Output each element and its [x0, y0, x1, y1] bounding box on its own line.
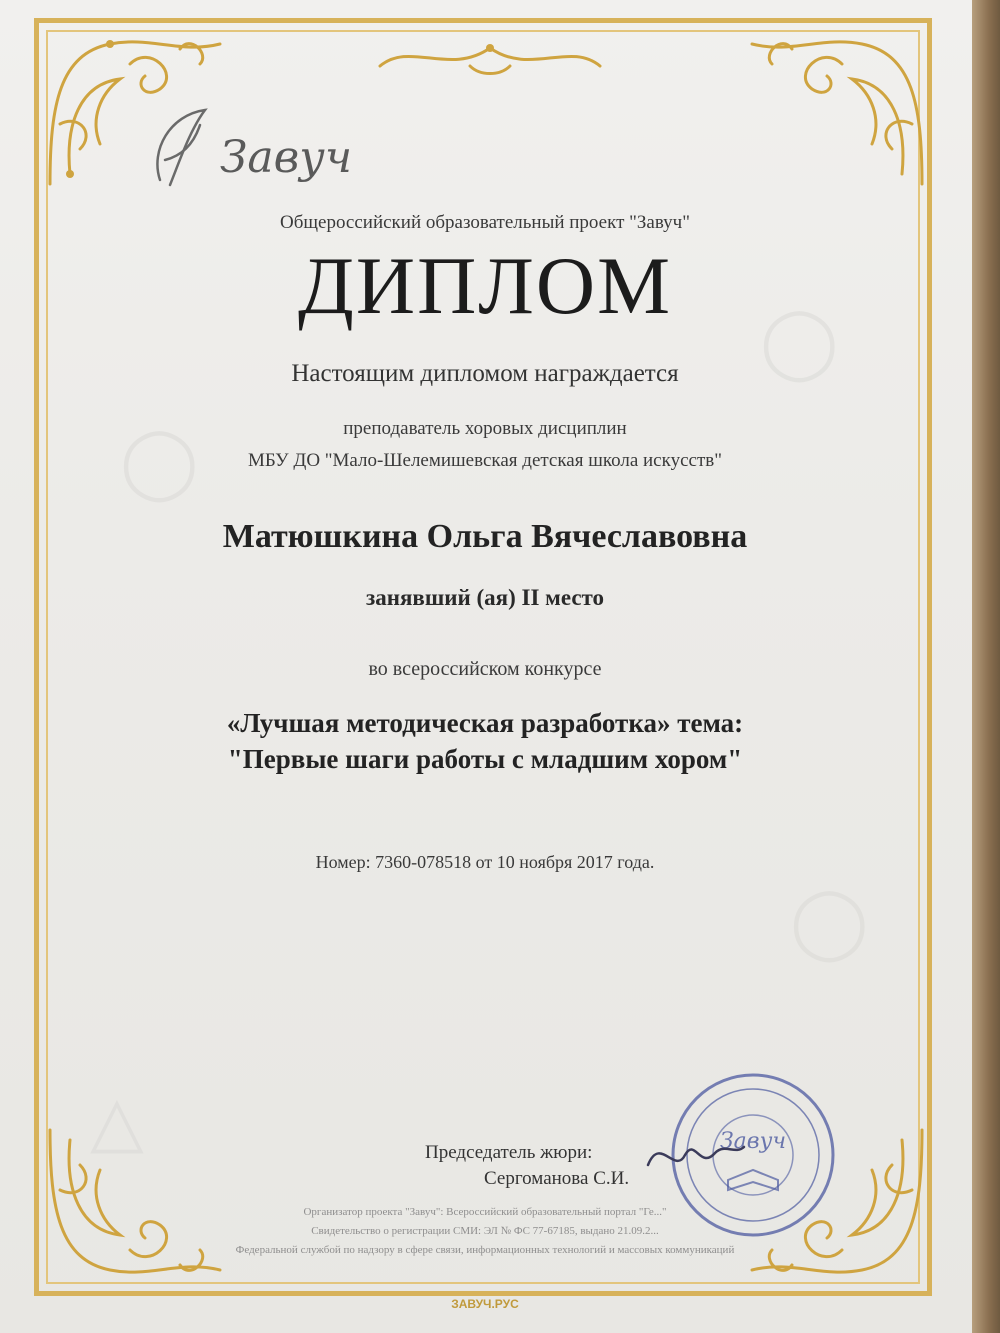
watermark-shape: ◯	[120, 424, 199, 501]
seal-text: Завуч	[719, 1129, 787, 1154]
recipient-name: Матюшкина Ольга Вячеславовна	[222, 518, 748, 555]
top-center-ornament	[370, 36, 610, 82]
recipient-position: преподаватель хоровых дисциплин	[343, 418, 627, 439]
awarded-text: Настоящим дипломом награждается	[291, 360, 679, 387]
topic-line-1: «Лучшая методическая разработка» тема:	[226, 708, 744, 738]
recipient-school: МБУ ДО "Мало-Шелемишевская детская школа искусств"	[248, 450, 722, 471]
corner-ornament-top-right	[742, 24, 932, 194]
zavuch-logo-icon	[140, 100, 360, 200]
place-awarded: занявший (ая) II место	[365, 585, 605, 610]
footer-line-2: Свидетельство о регистрации СМИ: ЭЛ № ФС 77-67185, выдано 21.09.2...	[311, 1225, 659, 1237]
site-url: ЗАВУЧ.РУС	[451, 1297, 519, 1311]
contest-label: во всероссийском конкурсе	[368, 658, 602, 680]
chair-label: Председатель жюри:	[425, 1142, 593, 1163]
chair-name: Сергоманова С.И.	[484, 1168, 630, 1189]
watermark-shape: ◯	[760, 304, 839, 381]
diploma-title: ДИПЛОМ	[297, 240, 673, 331]
wood-background	[972, 0, 1000, 1333]
footer-line-1: Организатор проекта "Завуч": Всероссийский образовательный портал "Ге..."	[303, 1206, 667, 1218]
watermark-shape: △	[90, 1084, 144, 1161]
diploma-number: Номер: 7360-078518 от 10 ноября 2017 года.	[315, 852, 655, 872]
watermark-shape: ◯	[790, 884, 869, 961]
project-name: Общероссийский образовательный проект "Завуч"	[280, 212, 690, 233]
topic-line-2: "Первые шаги работы с младшим хором"	[227, 744, 743, 774]
corner-ornament-bottom-left	[40, 1120, 230, 1290]
chair-signature-icon	[640, 1125, 750, 1185]
logo-text: Завуч	[220, 132, 353, 183]
footer-line-3: Федеральной службой по надзору в сфере связи, информационных технологий и массовых коммуникаций	[235, 1244, 735, 1256]
